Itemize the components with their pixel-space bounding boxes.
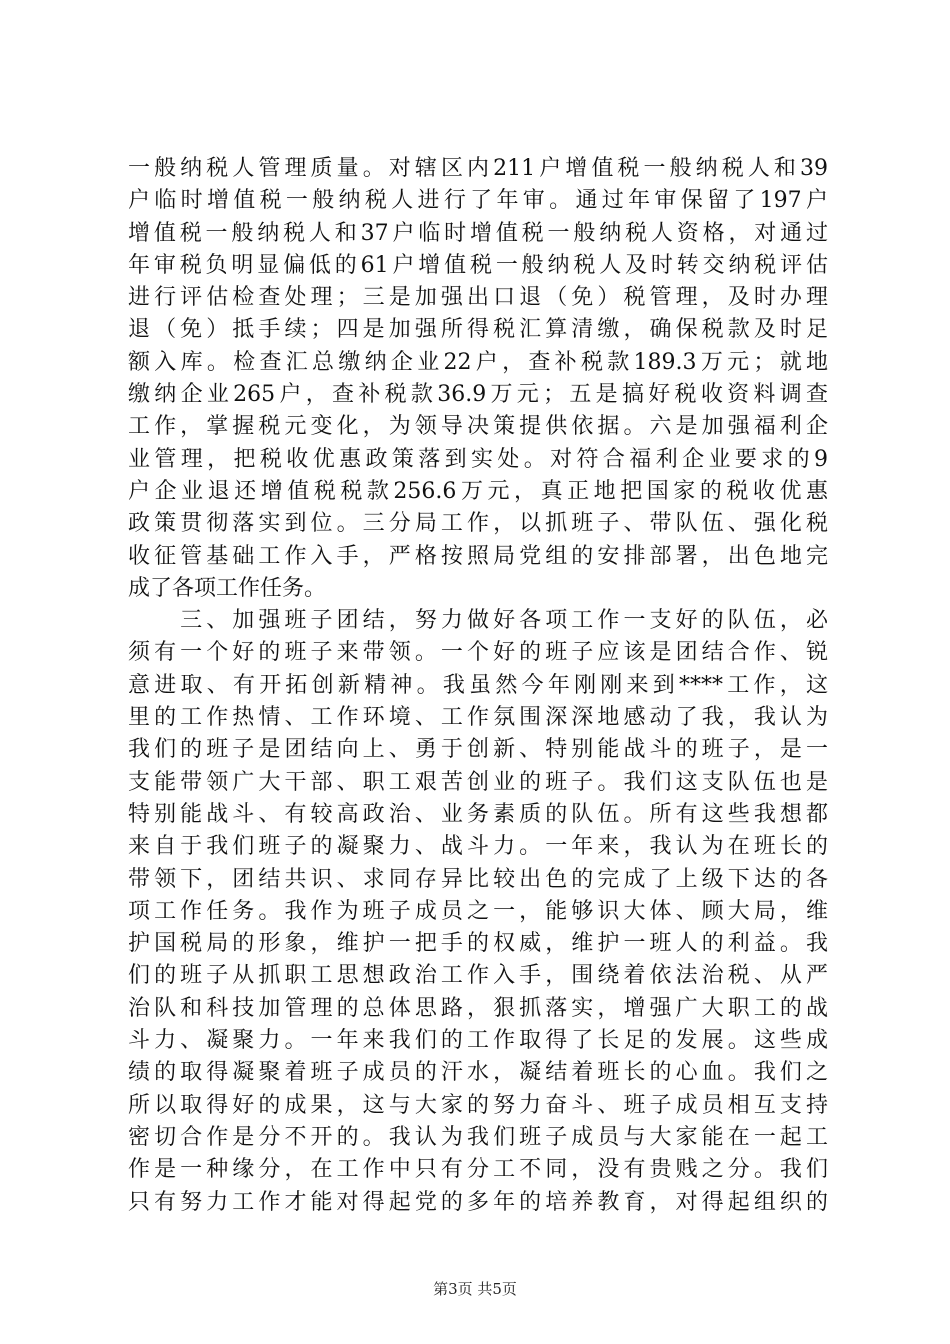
text-line: 须有一个好的班子来带领。一个好的班子应该是团结合作、锐 [128,640,828,666]
text-line: 治队和科技加管理的总体思路，狠抓落实，增强广大职工的战 [128,995,828,1021]
text-line: 我们的班子是团结向上、勇于创新、特别能战斗的班子，是一 [128,737,828,763]
text-line: 退（免）抵手续；四是加强所得税汇算清缴，确保税款及时足 [128,317,828,343]
text-line: 带领下，团结共识、求同存异比较出色的完成了上级下达的各 [128,866,828,892]
text-line: 们的班子从抓职工思想政治工作入手，围绕着依法治税、从严 [128,963,828,989]
text-line: 工作，掌握税元变化，为领导决策提供依据。六是加强福利企 [128,414,828,440]
text-line: 业管理，把税收优惠政策落到实处。对符合福利企业要求的9 [128,446,828,472]
text-line: 户企业退还增值税税款256.6万元，真正地把国家的税收优惠 [128,478,828,504]
text-line: 意进取、有开拓创新精神。我虽然今年刚刚来到****工作，这 [128,672,828,698]
text-line: 支能带领广大干部、职工艰苦创业的班子。我们这支队伍也是 [128,769,828,795]
text-line: 护国税局的形象，维护一把手的权威，维护一班人的利益。我 [128,931,828,957]
body-text [128,153,828,1219]
text-line: 特别能战斗、有较高政治、业务素质的队伍。所有这些我想都 [128,801,828,827]
text-line: 里的工作热情、工作环境、工作氛围深深地感动了我，我认为 [128,705,828,731]
text-line: 项工作任务。我作为班子成员之一，能够识大体、顾大局，维 [128,898,828,924]
text-line: 一般纳税人管理质量。对辖区内211户增值税一般纳税人和39 [128,156,828,181]
text-line: 所以取得好的成果，这与大家的努力奋斗、班子成员相互支持 [128,1092,828,1118]
text-line: 密切合作是分不开的。我认为我们班子成员与大家能在一起工 [128,1124,828,1150]
text-line: 三、加强班子团结，努力做好各项工作一支好的队伍，必 [128,608,828,634]
text-line: 政策贯彻落实到位。三分局工作，以抓班子、带队伍、强化税 [128,511,828,537]
text-line: 缴纳企业265户，查补税款36.9万元；五是搞好税收资料调查 [128,382,828,408]
text-line: 只有努力工作才能对得起党的多年的培养教育，对得起组织的 [128,1189,828,1215]
page-footer: 第3页 共5页 [433,1280,517,1298]
text-line: 斗力、凝聚力。一年来我们的工作取得了长足的发展。这些成 [128,1028,828,1054]
text-line: 进行评估检查处理；三是加强出口退（免）税管理，及时办理 [128,285,828,311]
text-line: 收征管基础工作入手，严格按照局党组的安排部署，出色地完 [128,543,828,569]
text-line: 作是一种缘分，在工作中只有分工不同，没有贵贱之分。我们 [128,1157,828,1183]
text-line: 成了各项工作任务。 [128,575,327,601]
text-line: 增值税一般纳税人和37户临时增值税一般纳税人资格，对通过 [128,220,828,246]
text-line: 户临时增值税一般纳税人进行了年审。通过年审保留了197户 [128,188,828,214]
text-line: 绩的取得凝聚着班子成员的汗水，凝结着班长的心血。我们之 [128,1060,828,1086]
text-line: 年审税负明显偏低的61户增值税一般纳税人及时转交纳税评估 [128,252,828,278]
text-line: 额入库。检查汇总缴纳企业22户，查补税款189.3万元；就地 [128,349,828,375]
text-line: 来自于我们班子的凝聚力、战斗力。一年来，我认为在班长的 [128,834,828,860]
